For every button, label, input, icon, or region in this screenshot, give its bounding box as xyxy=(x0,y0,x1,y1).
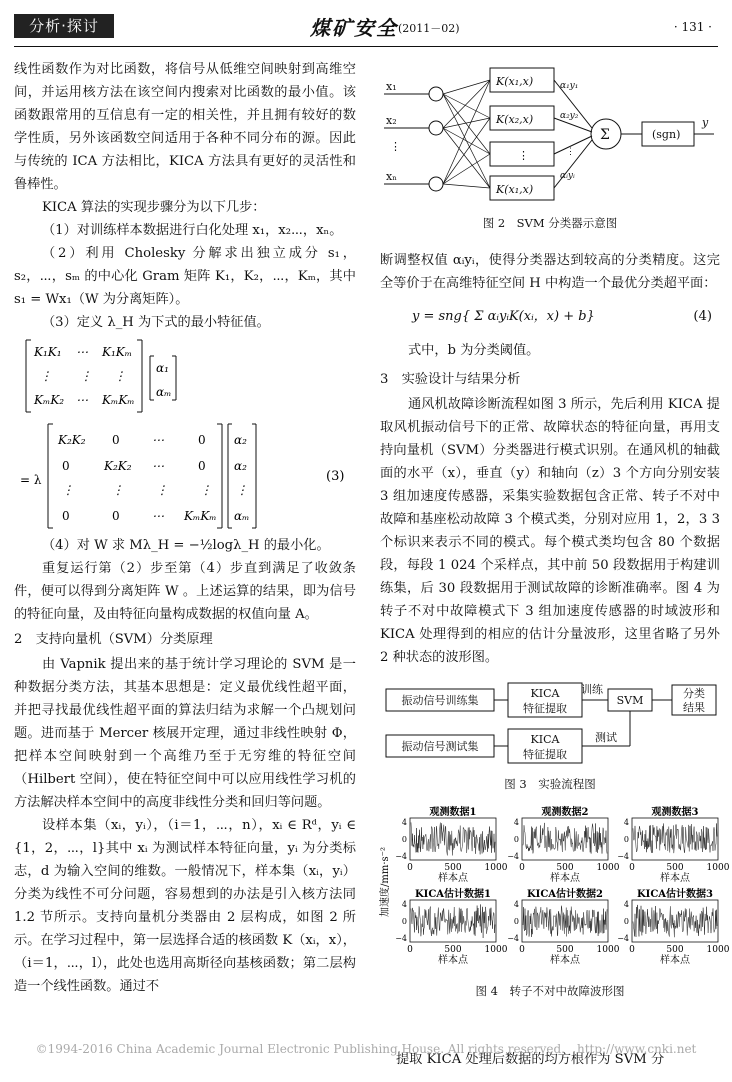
fig3-train-set: 振动信号训练集 xyxy=(401,694,479,707)
fig2-weight: ⋮ xyxy=(566,147,575,157)
fig2-caption: 图 2 SVM 分类器示意图 xyxy=(482,216,618,230)
svg-text:α₂: α₂ xyxy=(234,459,247,473)
fig4-xtick: 500 xyxy=(444,945,462,955)
paragraph: （2）利用 Cholesky 分解求出独立成分 s₁，s₂，⋯，sₘ 的中心化 Gram 矩阵 K₁，K₂，⋯，Kₘ，其中 s₁ = Wx₁（W 为分离矩阵）。 xyxy=(14,246,356,307)
fig4-panel-title: KICA估计数据1 xyxy=(414,889,492,900)
fig4-waveform xyxy=(411,822,495,855)
fig4-panel-title: 观测数据1 xyxy=(429,807,477,818)
fig4-ytick: −4 xyxy=(507,852,519,861)
fig4-xtick: 500 xyxy=(666,863,684,873)
fig3-train-label: 训练 xyxy=(581,683,603,696)
fig4-waveforms xyxy=(380,802,730,972)
svg-text:0: 0 xyxy=(198,433,206,447)
paragraph: 设样本集（xᵢ，yᵢ），（i＝1，⋯，n），xᵢ ∈ Rᵈ，yᵢ ∈ {1，2，⋯，l}其中 xᵢ 为测试样本特征向量，yᵢ 为分类标志，d 为输入空间的维数。一般情况下，样本集（xᵢ，yᵢ）分类为线性不可分问题，容易想到的办法是引入核方法同 1.2 节所示。支持向量机分类器由 2 层构成，如图 2 所示。在学习过程中，第一层选择合适的核函数 K（xᵢ，x），（i＝1，⋯，l），此处也选用高斯径向基核函数；第二层构造一个线性函数。通过不 xyxy=(14,818,356,994)
fig4-xtick: 0 xyxy=(629,863,635,873)
fig3-kica-label: KICA xyxy=(530,687,560,700)
fig3-kica-label: 特征提取 xyxy=(523,702,567,715)
fig3-svm-label: SVM xyxy=(616,694,644,707)
section-heading: 3 实验设计与结果分析 xyxy=(380,372,521,387)
fig4-ytick: 0 xyxy=(623,835,629,844)
fig3-flowchart xyxy=(380,681,720,767)
fig3-caption: 图 3 实验流程图 xyxy=(504,777,596,791)
svg-text:K₁Kₘ: K₁Kₘ xyxy=(102,345,133,359)
fig4-xtick: 1000 xyxy=(484,863,508,873)
fig4-caption: 图 4 转子不对中故障波形图 xyxy=(475,984,625,998)
fig4-xtick: 1000 xyxy=(596,863,620,873)
fig4-ytick: 0 xyxy=(401,917,407,926)
fig4-xlabel: 样本点 xyxy=(660,873,690,884)
fig3-result-label: 分类 xyxy=(683,687,705,700)
fig2-weight: α₂y₂ xyxy=(560,111,579,121)
svg-text:⋯: ⋯ xyxy=(76,345,88,359)
fig2-output: y xyxy=(702,116,709,129)
fig4-ytick: −4 xyxy=(395,934,407,943)
fig4-waveform xyxy=(523,823,607,854)
fig2-svm-diagram xyxy=(380,58,720,208)
right-column xyxy=(380,58,730,1003)
fig2-input: ⋮ xyxy=(390,140,401,153)
journal-title: 煤矿安全 xyxy=(310,16,398,40)
fig2-weight: αᵢyᵢ xyxy=(560,171,575,181)
fig2-kernel: K(x₂,x) xyxy=(496,113,534,126)
header-rule xyxy=(14,46,718,47)
fig4-xlabel: 样本点 xyxy=(438,873,468,884)
paragraph: 线性函数作为对比函数，将信号从低维空间映射到高维空间，并运用核方法在该空间内搜索对比函数的最小值。该函数跟常用的互信息有一定的相关性，并且拥有较好的数学性质，另外该函数空间适用于各种不同分布的源。因此与传统的 ICA 方法相比，KICA 方法具有更好的灵活性和鲁棒性。 xyxy=(14,62,356,192)
svg-text:0: 0 xyxy=(62,509,70,523)
fig2-input: x₁ xyxy=(386,80,397,93)
fig4-xtick: 0 xyxy=(519,945,525,955)
fig4-xlabel: 样本点 xyxy=(550,955,580,966)
paragraph: 提取 KICA 处理后数据的均方根作为 SVM 分 xyxy=(396,1052,665,1067)
svg-text:⋯: ⋯ xyxy=(152,509,164,523)
fig4-panel-title: KICA估计数据2 xyxy=(526,889,604,900)
svg-text:0: 0 xyxy=(112,433,120,447)
issue-label: (2011－02) xyxy=(398,22,460,35)
fig4-xtick: 500 xyxy=(556,863,574,873)
paragraph: （4）对 W 求 Mλ_H = −½logλ_H 的最小化。 xyxy=(42,538,330,553)
svg-text:⋮: ⋮ xyxy=(62,483,74,497)
fig4-xtick: 1000 xyxy=(596,945,620,955)
fig2-kernel: ⋮ xyxy=(518,149,529,162)
fig4-waveform xyxy=(633,823,717,853)
fig4-ytick: −4 xyxy=(507,934,519,943)
svg-text:⋮: ⋮ xyxy=(156,483,168,497)
equation-number: (4) xyxy=(693,309,712,324)
fig4-ytick: 0 xyxy=(513,917,519,926)
fig3-kica-label: KICA xyxy=(530,733,560,746)
paragraph: 重复运行第（2）步至第（4）步直到满足了收敛条件，便可以得到分离矩阵 W 。上述运算的结果，即为信号的特征向量，及由特征向量构成数据的权值向量 A。 xyxy=(14,561,356,622)
fig4-ytick: 4 xyxy=(623,818,629,827)
fig4-waveform xyxy=(411,904,495,938)
fig3-result-label: 结果 xyxy=(683,701,705,714)
equation-number: (3) xyxy=(326,469,345,484)
paragraph: 由 Vapnik 提出来的基于统计学习理论的 SVM 是一种数据分类方法，其基本思想是：定义最优线性超平面，并把寻找最优线性超平面的算法归结为求解一个凸规划问题。进而基于 Mercer 核展开定理，通过非线性映射 Φ，把样本空间映射到一个高维乃至于无穷维的特征空间（Hilbert 空间），使在特征空间中可以应用线性学习机的方法解决样本空间中的高度非线性分类和回归等问题。 xyxy=(14,657,356,810)
fig4-waveform xyxy=(633,905,717,937)
svg-text:αₘ: αₘ xyxy=(234,509,250,523)
fig4-ytick: 4 xyxy=(513,818,519,827)
fig4-panel-title: 观测数据2 xyxy=(541,807,589,818)
left-column xyxy=(14,58,356,998)
svg-text:⋮: ⋮ xyxy=(236,483,248,497)
fig4-ytick: 4 xyxy=(401,900,407,909)
equation-4 xyxy=(380,295,720,339)
svg-text:K₂K₂: K₂K₂ xyxy=(58,433,86,447)
copyright-footer: ©1994-2016 China Academic Journal Electronic Publishing House. All rights reserved. http://www.cnki.net xyxy=(35,1042,697,1056)
paragraph: 式中，b 为分类阈值。 xyxy=(408,343,540,358)
svg-text:⋮: ⋮ xyxy=(80,369,92,383)
fig4-ytick: −4 xyxy=(617,934,629,943)
svg-text:⋯: ⋯ xyxy=(152,459,164,473)
fig4-xlabel: 样本点 xyxy=(660,955,690,966)
svg-text:= λ: = λ xyxy=(20,473,42,487)
fig2-kernel: K(x₁,x) xyxy=(496,75,534,88)
fig4-xtick: 1000 xyxy=(706,945,730,955)
page-number: · 131 · xyxy=(673,20,712,34)
fig4-xlabel: 样本点 xyxy=(550,873,580,884)
equation-4-text: y = sng{ Σ αᵢyᵢK(xᵢ，x) + b} xyxy=(412,309,595,324)
section-heading: 2 支持向量机（SVM）分类原理 xyxy=(14,632,213,647)
fig2-kernel: K(x₁,x) xyxy=(496,183,534,196)
fig4-xlabel: 样本点 xyxy=(438,955,468,966)
svg-text:KₘKₘ: KₘKₘ xyxy=(102,393,135,407)
paragraph: 通风机故障诊断流程如图 3 所示，先后利用 KICA 提取风机振动信号下的正常、故障状态的特征向量，再用支持向量机（SVM）分类器进行模式识别。在通风机的轴截面的水平（x），垂直（y）和轴向（z）3 个方向分别安装 3 组加速度传感器，采集实验数据包含正常、转子不对中故障和基座松动故障 3 个模式类，分别对应用 1，2，3 3 个标识来表示不同的模式。每个模式类均包含 80 个数据段，每段 1 024 个采样点，其中前 50 段数据用于构建训练集，后 30 段数据用于测试故障的诊断准确率。图 4 为转子不对中故障模式下 3 组加速度传感器的时域波形和 KICA 处理得到的相应的估计分量波形，这里省略了另外 2 种状态的波形图。 xyxy=(380,397,720,665)
fig4-xtick: 0 xyxy=(407,945,413,955)
fig4-ytick: 0 xyxy=(401,835,407,844)
svg-text:⋮: ⋮ xyxy=(40,369,52,383)
fig4-ytick: 0 xyxy=(623,917,629,926)
fig4-ytick: 4 xyxy=(623,900,629,909)
fig4-xtick: 1000 xyxy=(706,863,730,873)
svg-text:KₘKₘ: KₘKₘ xyxy=(184,509,217,523)
svg-text:K₁K₁: K₁K₁ xyxy=(34,345,62,359)
fig3-test-label: 测试 xyxy=(595,731,617,744)
svg-text:0: 0 xyxy=(112,509,120,523)
fig4-ytick: 4 xyxy=(513,900,519,909)
fig4-xtick: 500 xyxy=(444,863,462,873)
page-header xyxy=(0,0,732,46)
svg-text:α₁: α₁ xyxy=(156,361,169,375)
svg-text:K₂K₂: K₂K₂ xyxy=(104,459,132,473)
paragraph: （1）对训练样本数据进行白化处理 x₁，x₂⋯，xₙ。 xyxy=(42,223,343,238)
fig4-ytick: −4 xyxy=(617,852,629,861)
section-badge: 分析·探讨 xyxy=(14,14,114,38)
fig4-xtick: 500 xyxy=(666,945,684,955)
fig4-ylabel: 加速度/mm·s⁻² xyxy=(380,847,391,917)
svg-text:αₘ: αₘ xyxy=(156,385,172,399)
fig4-panel-title: 观测数据3 xyxy=(651,807,699,818)
svg-text:⋯: ⋯ xyxy=(76,393,88,407)
svg-text:KₘK₂: KₘK₂ xyxy=(34,393,65,407)
fig2-sgn: (sgn) xyxy=(652,128,681,141)
fig2-input: xₙ xyxy=(386,170,397,183)
fig2-input: x₂ xyxy=(386,114,397,127)
fig4-xtick: 0 xyxy=(519,863,525,873)
fig4-xtick: 500 xyxy=(556,945,574,955)
svg-text:⋮: ⋮ xyxy=(114,369,126,383)
fig4-panel-title: KICA估计数据3 xyxy=(636,889,714,900)
equation-3 xyxy=(14,334,356,534)
svg-text:⋮: ⋮ xyxy=(112,483,124,497)
svg-text:⋯: ⋯ xyxy=(152,433,164,447)
fig2-weight: α₁y₁ xyxy=(560,81,579,91)
fig4-ytick: −4 xyxy=(395,852,407,861)
fig4-xtick: 1000 xyxy=(484,945,508,955)
fig4-ytick: 0 xyxy=(513,835,519,844)
paragraph: KICA 算法的实现步骤分为以下几步： xyxy=(42,200,266,215)
fig4-waveform xyxy=(523,906,607,937)
fig3-kica-label: 特征提取 xyxy=(523,748,567,761)
fig4-xtick: 0 xyxy=(407,863,413,873)
paragraph: （3）定义 λ_H 为下式的最小特征值。 xyxy=(42,315,270,330)
paragraph: 断调整权值 αᵢyᵢ，使得分类器达到较高的分类精度。这完全等价于在高维特征空间 H 中构造一个最优分类超平面： xyxy=(380,253,720,291)
svg-text:0: 0 xyxy=(198,459,206,473)
svg-text:⋮: ⋮ xyxy=(200,483,212,497)
fig4-ytick: 4 xyxy=(401,818,407,827)
fig3-test-set: 振动信号测试集 xyxy=(401,740,479,753)
svg-text:0: 0 xyxy=(62,459,70,473)
svg-text:α₂: α₂ xyxy=(234,433,247,447)
fig4-xtick: 0 xyxy=(629,945,635,955)
fig2-sum: Σ xyxy=(600,127,610,143)
